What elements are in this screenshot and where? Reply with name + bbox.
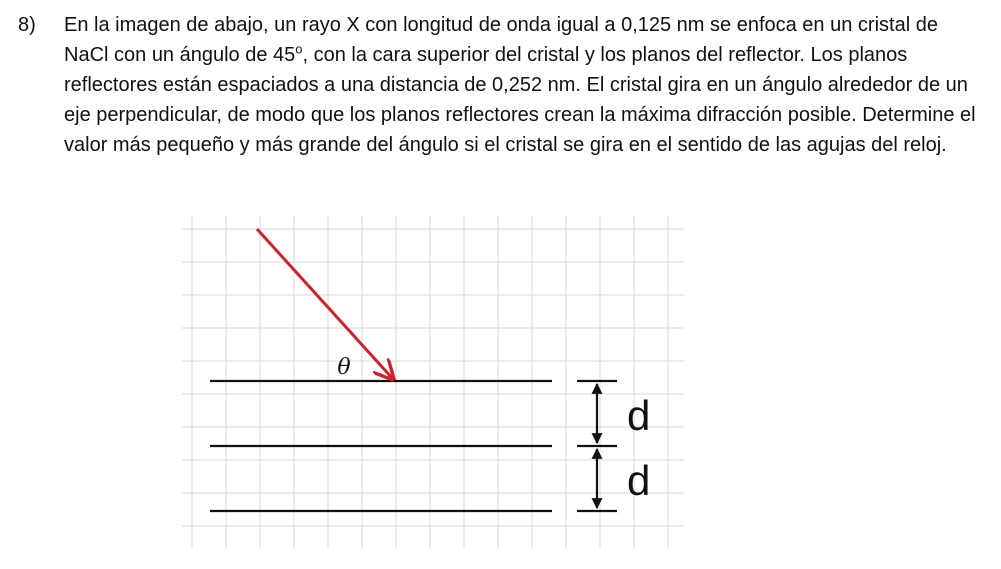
spacing-dimension	[577, 381, 617, 511]
degree-symbol: o	[295, 41, 303, 57]
spacing-label-lower: d	[627, 457, 651, 504]
theta-label: θ	[337, 355, 351, 380]
crystal-planes	[210, 381, 552, 511]
spacing-label-upper: d	[627, 392, 651, 439]
problem-text-part-2: , con la cara superior del cristal y los planos del reflector. Los planos reflectores están espaciados a una distancia de 0,252 nm. El cristal gira en un ángulo alrededor de un eje perpendicular, de modo que los planos reflectores crean la máxima difracción posible. Determine el valor más pequeño y más grande del ángulo si el cristal se gira en el sentido de las agujas del reloj.	[64, 44, 976, 156]
incident-xray	[257, 229, 393, 379]
problem-number: 8)	[18, 14, 36, 36]
problem-text-part-1: En la imagen de abajo, un rayo X con longitud de onda igual a 0,125 nm se enfoca en un cristal de NaCl con un ángulo de 45	[64, 14, 938, 66]
